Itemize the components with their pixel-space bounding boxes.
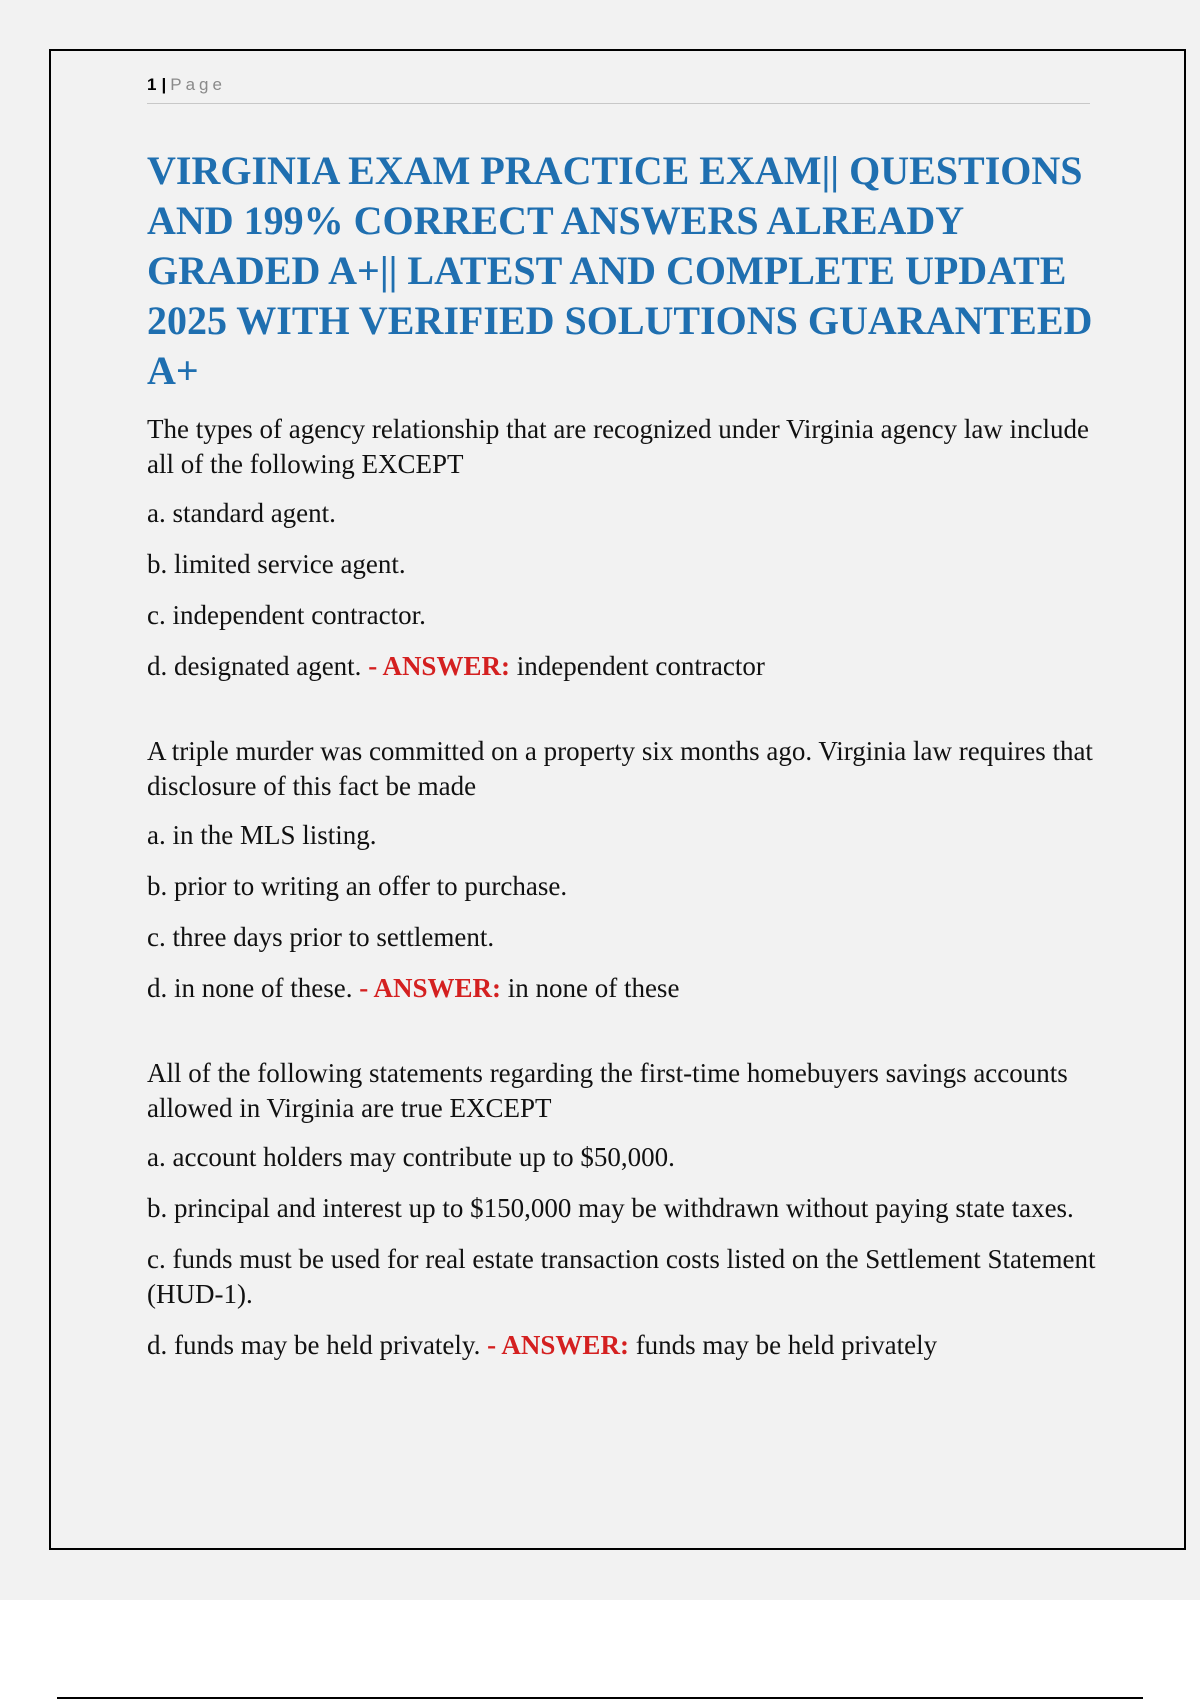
next-page-top-rule <box>57 1697 1143 1699</box>
document-title: VIRGINIA EXAM PRACTICE EXAM|| QUESTIONS AND 199% CORRECT ANSWERS ALREADY GRADED A+|| LATEST AND COMPLETE UPDATE 2025 WITH VERIFIED SOLUTIONS GUARANTEED A+ <box>147 148 1093 393</box>
page-label: Page <box>170 75 226 94</box>
answer-text: funds may be held privately <box>635 1330 938 1360</box>
page-header <box>147 75 1090 104</box>
option-b: b. prior to writing an offer to purchase. <box>147 871 568 901</box>
option-c: c. independent contractor. <box>147 600 426 630</box>
option-d: d. designated agent. <box>147 651 362 681</box>
question-prompt: A triple murder was committed on a property six months ago. Virginia law requires that disclosure of this fact be made <box>147 736 1093 801</box>
page-frame <box>49 49 1186 1550</box>
option-d: d. in none of these. <box>147 973 353 1003</box>
option-a: a. account holders may contribute up to $50,000. <box>147 1142 675 1172</box>
option-a: a. standard agent. <box>147 498 336 528</box>
option-d-with-answer <box>147 1328 1107 1363</box>
question-prompt: All of the following statements regarding the first-time homebuyers savings accounts allowed in Virginia are true EXCEPT <box>147 1058 1068 1123</box>
answer-text: in none of these <box>507 973 680 1003</box>
option-a: a. in the MLS listing. <box>147 820 377 850</box>
page-content <box>147 146 1107 1379</box>
page-header-separator: | <box>161 75 167 94</box>
option-c: c. funds must be used for real estate transaction costs listed on the Settlement Statement (HUD-1). <box>147 1244 1096 1309</box>
option-b: b. principal and interest up to $150,000 may be withdrawn without paying state taxes. <box>147 1193 1074 1223</box>
answer-label: - ANSWER: <box>487 1330 629 1360</box>
question-prompt: The types of agency relationship that are recognized under Virginia agency law include all of the following EXCEPT <box>147 414 1090 479</box>
answer-label: - ANSWER: <box>368 651 510 681</box>
option-d-with-answer <box>147 649 1107 684</box>
option-d-with-answer <box>147 971 1107 1006</box>
answer-text: independent contractor <box>516 651 765 681</box>
question-2 <box>147 734 1107 1006</box>
option-d: d. funds may be held privately. <box>147 1330 481 1360</box>
question-3 <box>147 1056 1107 1363</box>
option-b: b. limited service agent. <box>147 549 406 579</box>
option-c: c. three days prior to settlement. <box>147 922 495 952</box>
page-number: 1 <box>147 75 157 94</box>
answer-label: - ANSWER: <box>359 973 501 1003</box>
question-1 <box>147 412 1107 684</box>
